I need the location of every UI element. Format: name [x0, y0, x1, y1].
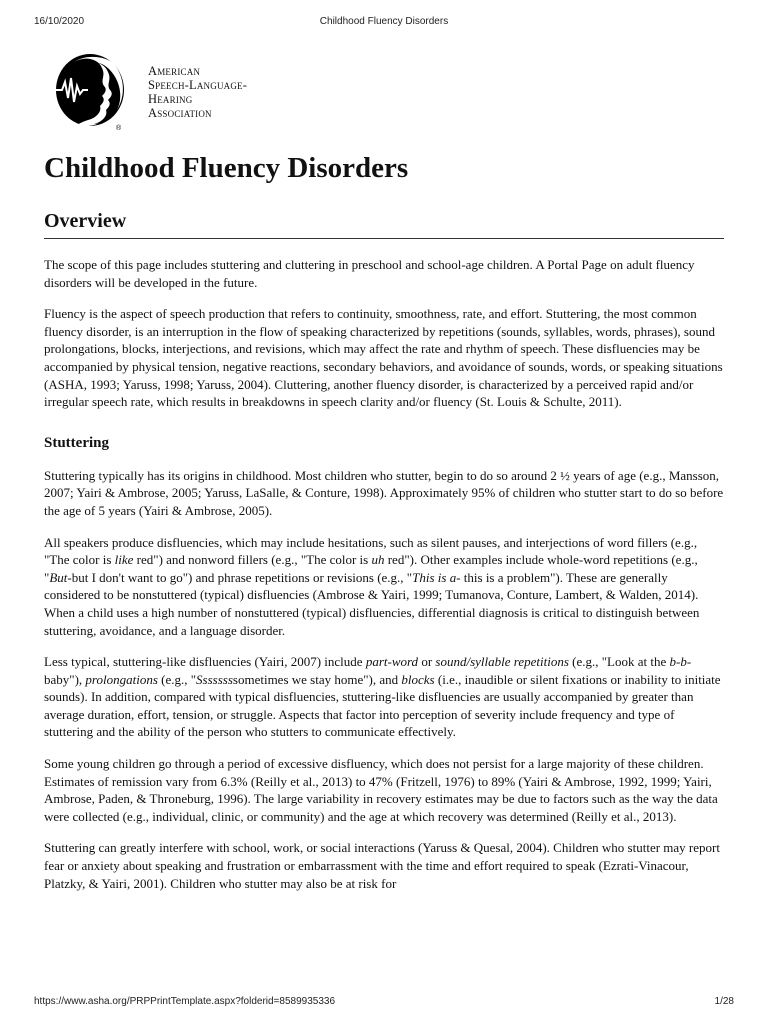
paragraph	[44, 467, 724, 520]
text-run: red") and nonword fillers (e.g., "The color is	[133, 552, 372, 568]
text-run: The scope of this page includes stuttering and cluttering in preschool and school-age children. A Portal Page on adult fluency disorders will be developed in the future.	[44, 257, 695, 290]
stuttering-body	[44, 467, 724, 892]
print-footer	[34, 996, 734, 1010]
print-header	[34, 16, 734, 30]
svg-text:®: ®	[116, 125, 122, 132]
organization-name	[148, 64, 247, 120]
asha-logo	[52, 50, 272, 132]
paragraph	[44, 839, 724, 892]
text-run: this is a problem"). These are generally considered to be nonstuttered (typical) disfluencies (Ambrose & Yairi, 1999; Tumanova, Conture, Lambert, & Walden, 2014). When a child uses a high number of nonstuttered (typical) disfluencies, differential diagnosis is critical to distinguish between stuttering, avoidance, and a language disorder.	[44, 569, 700, 638]
print-date: 16/10/2020	[34, 16, 85, 27]
text-run: Some young children go through a period of excessive disfluency, which does not persist for a large majority of these children. Estimates of remission vary from 6.3% (Reilly et al., 2013) to 47% (Fritzell, 1976) to 89% (Yairi & Ambrose, 1992, 1999; Yairi, Ambrose, Paden, & Throneburg, 1996). The large variability in recovery estimates may be due to factors such as the way the data were collected (e.g., individual, clinic, or community) and the age at which recovery was determined (Reilly et al., 2013).	[44, 756, 718, 824]
text-run: sometimes we stay home"), and	[232, 671, 402, 687]
page-url: https://www.asha.org/PRPPrintTemplate.aspx?folderid=8589935336	[34, 996, 336, 1007]
org-line-4: Association	[148, 106, 212, 120]
text-run: (e.g., "	[157, 671, 197, 687]
stuttering-heading: Stuttering	[44, 434, 109, 451]
italic-text: part-word	[365, 654, 419, 670]
asha-profile-logo-icon	[52, 50, 144, 132]
italic-text: sound/syllable repetitions	[435, 654, 569, 670]
text-run: Less typical, stuttering-like disfluencies (Yairi, 2007) include	[44, 654, 366, 670]
org-line-3: Hearing	[148, 92, 193, 106]
overview-heading: Overview	[44, 208, 724, 239]
org-line-2: Speech-Language-	[148, 78, 248, 92]
text-run: (e.g., "Look at the	[568, 654, 670, 670]
page-title: Childhood Fluency Disorders	[44, 152, 409, 184]
italic-text: prolongations	[85, 671, 158, 687]
italic-text: This is a-	[412, 569, 461, 585]
paragraph	[44, 534, 724, 640]
text-run: Stuttering can greatly interfere with school, work, or social interactions (Yaruss & Quesal, 2004). Children who stutter may report fear or anxiety about speaking and frustration or embarrassment with the time and effort required to speak (Ezrati-Vinacour, Platzky, & Yairi, 2001). Children who stutter may also be at risk for	[44, 840, 720, 891]
paragraph	[44, 653, 724, 741]
text-run: or	[418, 654, 436, 670]
text-run: baby"),	[44, 671, 86, 687]
org-line-1: American	[148, 64, 201, 78]
page-number: 1/28	[714, 996, 734, 1007]
italic-text: But	[49, 569, 68, 585]
overview-body	[44, 256, 724, 411]
italic-text: blocks	[401, 671, 435, 687]
italic-text: b-b-	[669, 654, 692, 670]
italic-text: Sssssss	[196, 671, 233, 687]
italic-text: like	[114, 552, 134, 568]
text-run: -but I don't want to go") and phrase repetitions or revisions (e.g., "	[67, 569, 413, 585]
text-run: Stuttering typically has its origins in childhood. Most children who stutter, begin to do so around 2 ½ years of age (e.g., Mansson, 2007; Yairi & Ambrose, 2005; Yaruss, LaSalle, & Conture, 1998). Approximately 95% of children who stutter start to do so before the age of 5 years (Yairi & Ambrose, 2005).	[44, 467, 724, 518]
text-run: red"). Other examples include whole-word repetitions (e.g., "	[44, 552, 698, 585]
text-run: Fluency is the aspect of speech production that refers to continuity, smoothness, rate, and effort. Stuttering, the most common fluency disorder, is an interruption in the flow of speaking characterized by repetitions (sounds, syllables, words, phrases), sound prolongations, blocks, interjections, and revisions, which may affect the rate and rhythm of speech. These disfluencies may be accompanied by physical tension, negative reactions, secondary behaviors, and avoidance of sounds, words, or speaking situations (ASHA, 1993; Yaruss, 1998; Yaruss, 2004). Cluttering, another fluency disorder, is characterized by a perceived rapid and/or irregular speech rate, which results in breakdowns in speech clarity and/or fluency (St. Louis & Schulte, 2011).	[44, 306, 723, 410]
article-content	[44, 150, 724, 906]
paragraph	[44, 305, 724, 411]
print-title: Childhood Fluency Disorders	[319, 16, 449, 27]
italic-text: uh	[371, 552, 385, 568]
paragraph	[44, 755, 724, 825]
text-run: All speakers produce disfluencies, which may include hesitations, such as silent pauses, and interjections of word fillers (e.g., "The color is	[44, 534, 698, 568]
text-run: (i.e., inaudible or silent fixations or inability to initiate sounds). In addition, compared with typical disfluencies, stuttering-like disfluencies are usually accompanied by greater than average duration, effort, tension, or struggle. Aspects that factor into perception of severity include frequency and type of stuttering and the ability of the person who stutters to communicate effectively.	[44, 671, 721, 740]
paragraph	[44, 256, 724, 291]
